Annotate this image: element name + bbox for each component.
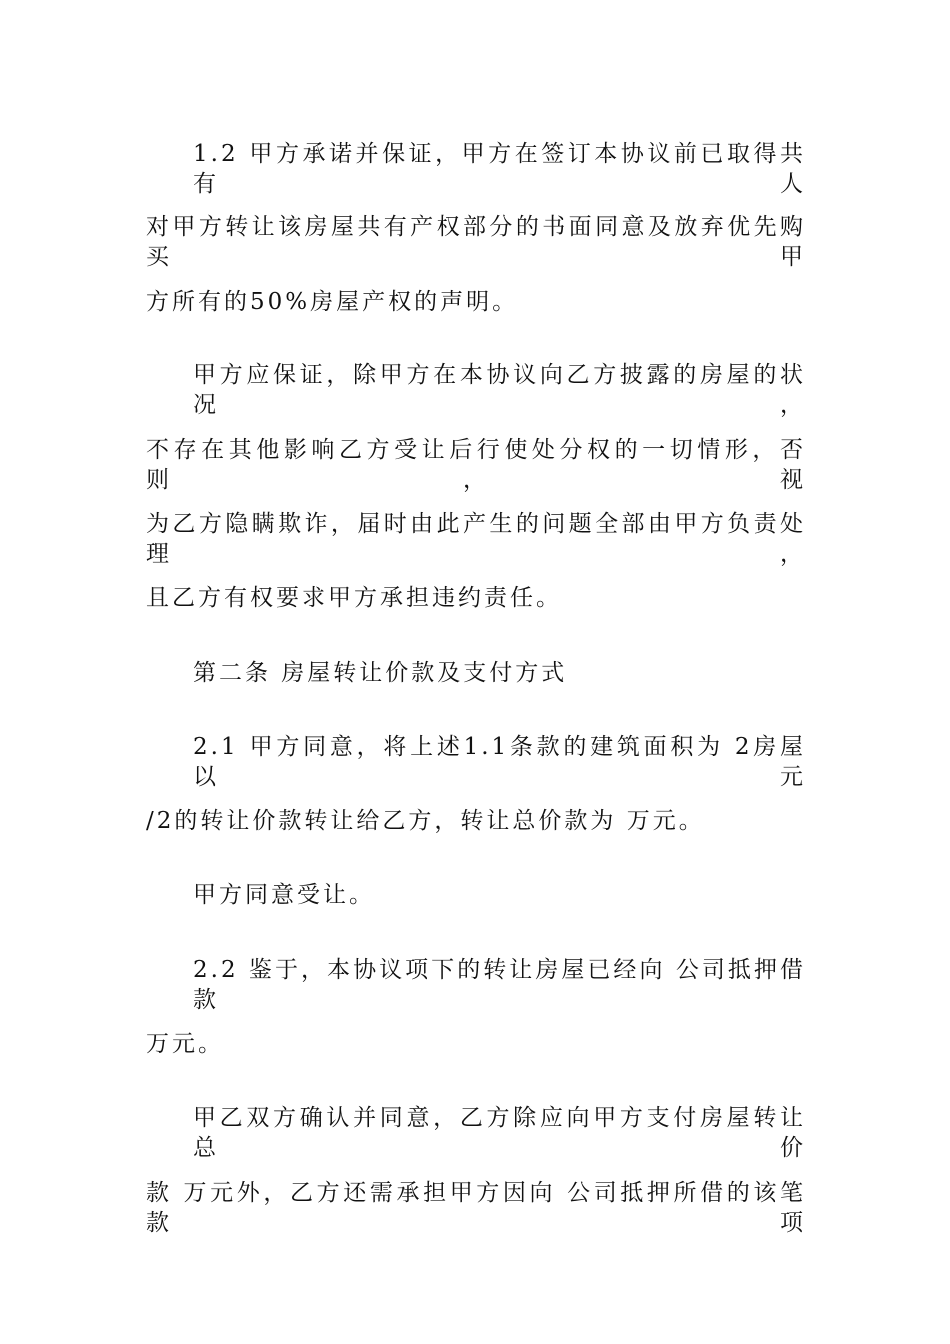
- confirmation-line-1: 甲乙双方确认并同意，乙方除应向甲方支付房屋转让总价: [193, 1105, 806, 1161]
- confirmation-line-2: 款 万元外，乙方还需承担甲方因向 公司抵押所借的该笔款项: [146, 1180, 806, 1236]
- consent-line: 甲方同意受让。: [193, 882, 375, 908]
- clause-2-1-line-1: 2.1 甲方同意，将上述1.1条款的建筑面积为 2房屋以 元: [193, 734, 806, 790]
- article-2-heading: 第二条 房屋转让价款及支付方式: [193, 660, 568, 686]
- guarantee-line-1: 甲方应保证，除甲方在本协议向乙方披露的房屋的状况，: [193, 362, 806, 418]
- guarantee-line-4: 且乙方有权要求甲方承担违约责任。: [146, 585, 562, 611]
- clause-2-1-line-2: /2的转让价款转让给乙方，转让总价款为 万元。: [146, 808, 705, 834]
- clause-1-2-line-3: 方所有的50%房屋产权的声明。: [146, 289, 519, 315]
- clause-2-2-line-2: 万元。: [146, 1031, 224, 1057]
- clause-2-2-line-1: 2.2 鉴于，本协议项下的转让房屋已经向 公司抵押借款: [193, 957, 806, 1013]
- clause-1-2-line-2: 对甲方转让该房屋共有产权部分的书面同意及放弃优先购买甲: [146, 214, 806, 270]
- guarantee-line-2: 不存在其他影响乙方受让后行使处分权的一切情形，否则，视: [146, 437, 806, 493]
- guarantee-line-3: 为乙方隐瞒欺诈，届时由此产生的问题全部由甲方负责处理，: [146, 511, 806, 567]
- clause-1-2-line-1: 1.2 甲方承诺并保证，甲方在签订本协议前已取得共有人: [193, 141, 806, 197]
